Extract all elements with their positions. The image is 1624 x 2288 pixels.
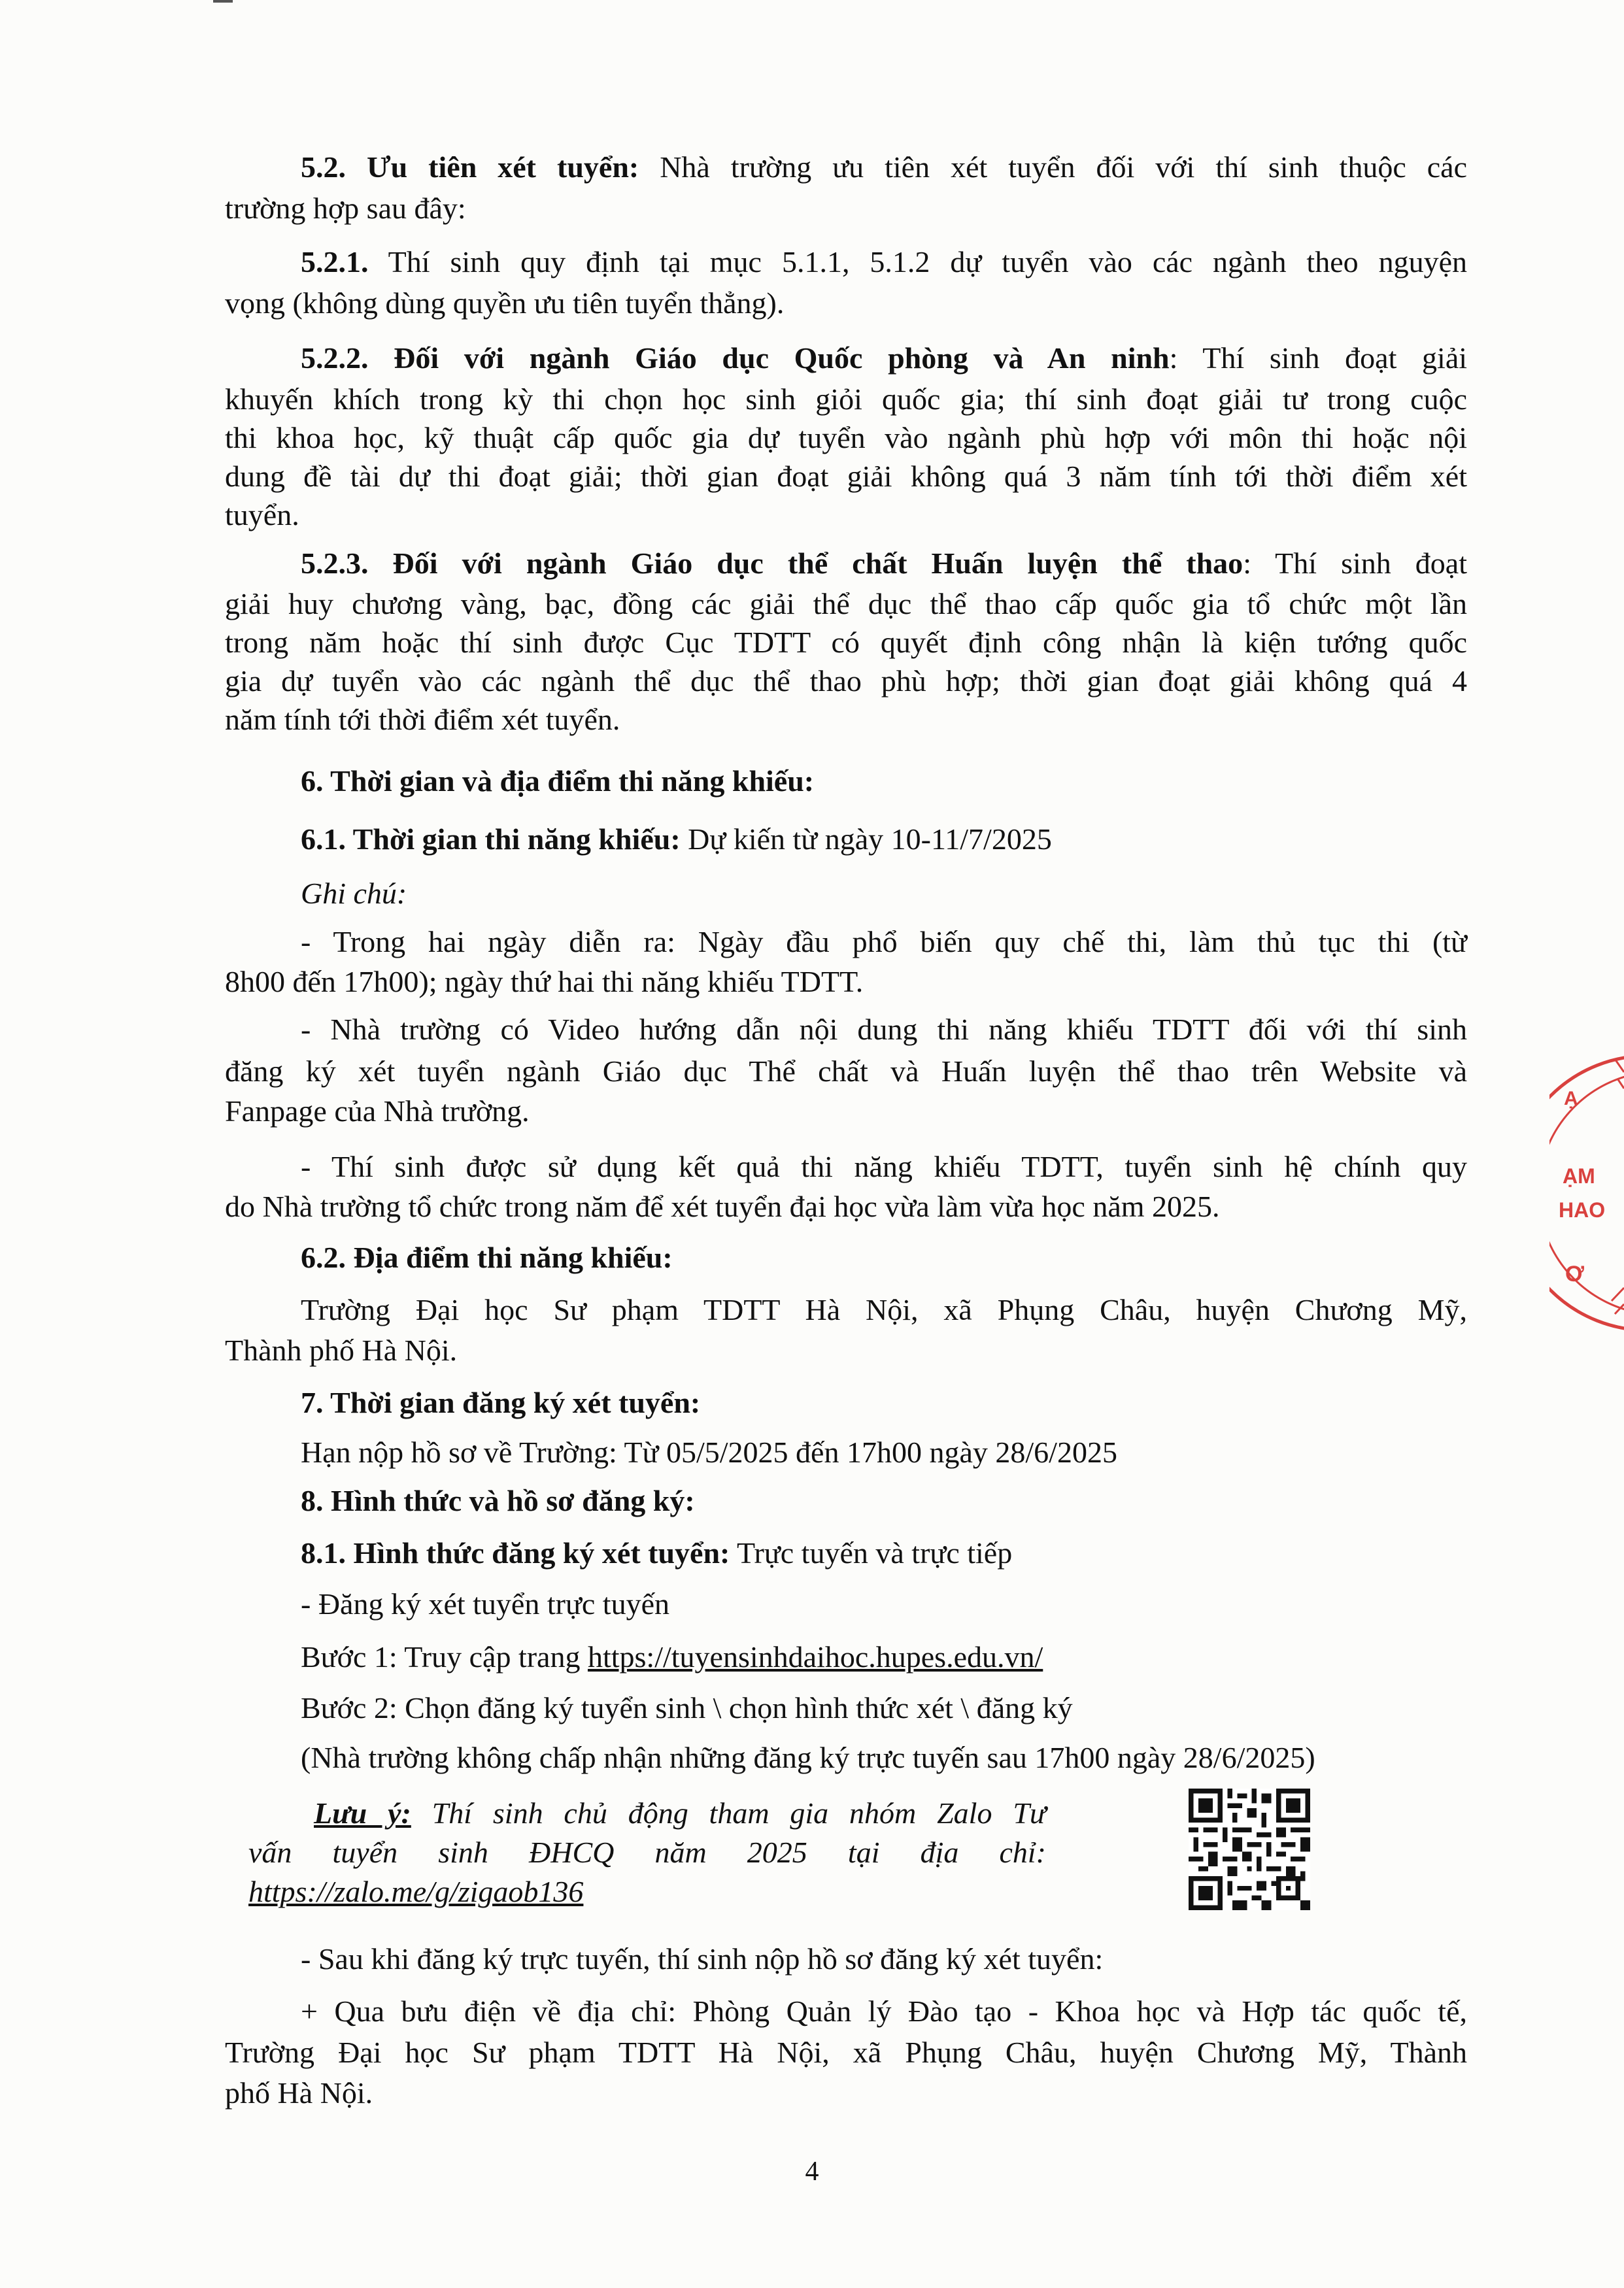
paragraph-line: năm tính tới thời điểm xét tuyển. [225, 703, 620, 736]
paragraph-line: vọng (không dùng quyền ưu tiên tuyển thẳng). [225, 286, 785, 320]
stamp-text: Ạ [1564, 1088, 1578, 1109]
stamp-text: Ơ [1565, 1262, 1585, 1287]
paragraph-text: : Thí sinh đoạt [1243, 547, 1467, 580]
note-text: Thí sinh chủ động tham gia nhóm Zalo Tư [411, 1796, 1046, 1830]
section-heading: 6.1. Thời gian thi năng khiếu: [301, 822, 681, 856]
paragraph-line: do Nhà trường tổ chức trong năm để xét tuyển đại học vừa làm vừa học năm 2025. [225, 1190, 1220, 1223]
stamp-text: HAO [1559, 1198, 1606, 1222]
paragraph-line: Thành phố Hà Nội. [225, 1334, 458, 1367]
paragraph-line [301, 243, 1467, 281]
paragraph-line: - Thí sinh được sử dụng kết quả thi năng khiếu TDTT, tuyển sinh hệ chính quy [301, 1150, 1467, 1183]
paragraph-line: gia dự tuyển vào các ngành thể dục thể thao phù hợp; thời gian đoạt giải không quá 4 [225, 664, 1467, 698]
paragraph-text: : Thí sinh đoạt giải [1169, 341, 1468, 375]
section-heading: 8.1. Hình thức đăng ký xét tuyển: [301, 1536, 730, 1570]
note-label: Ghi chú: [301, 877, 407, 910]
note-line [314, 1794, 1046, 1832]
section-heading: 5.2.3. Đối với ngành Giáo dục thể chất Huấn luyện thể thao [301, 547, 1243, 580]
paragraph-line: phố Hà Nội. [225, 2076, 373, 2110]
paragraph-line: Fanpage của Nhà trường. [225, 1094, 530, 1128]
section-heading: 5.2.2. Đối với ngành Giáo dục Quốc phòng và An ninh [301, 341, 1170, 375]
stamp-text: ẠM [1563, 1164, 1595, 1188]
note-label: Lưu ý: [314, 1796, 411, 1830]
section-heading: 6.2. Địa điểm thi năng khiếu: [301, 1241, 673, 1274]
paragraph-line: - Nhà trường có Video hướng dẫn nội dung thi năng khiếu TDTT đối với thí sinh [301, 1013, 1467, 1046]
page-number: 4 [805, 2157, 819, 2187]
paragraph-line: khuyến khích trong kỳ thi chọn học sinh giỏi quốc gia; thí sinh đoạt giải tư trong cuộc [225, 382, 1467, 416]
paragraph-line: + Qua bưu điện về địa chỉ: Phòng Quản lý Đào tạo - Khoa học và Hợp tác quốc tế, [301, 1994, 1467, 2028]
section-heading: 5.2.1. [301, 245, 369, 278]
paragraph-line: giải huy chương vàng, bạc, đồng các giải thể dục thể thao cấp quốc gia tổ chức một lần [225, 587, 1467, 620]
paragraph-text: Nhà trường ưu tiên xét tuyển đối với thí sinh thuộc các [639, 150, 1467, 184]
paragraph-line: - Đăng ký xét tuyển trực tuyến [301, 1587, 669, 1621]
scan-mark [213, 0, 233, 3]
paragraph-line: Trường Đại học Sư phạm TDTT Hà Nội, xã Phụng Châu, huyện Chương Mỹ, Thành [225, 2036, 1467, 2069]
paragraph-text: Dự kiến từ ngày 10-11/7/2025 [680, 822, 1052, 856]
paragraph-line: 8h00 đến 17h00); ngày thứ hai thi năng khiếu TDTT. [225, 965, 864, 998]
paragraph-line: thi khoa học, kỹ thuật cấp quốc gia dự tuyển vào ngành phù hợp với môn thi hoặc nội [225, 421, 1467, 454]
paragraph-line: đăng ký xét tuyển ngành Giáo dục Thể chất và Huấn luyện thể thao trên Website và [225, 1054, 1467, 1088]
paragraph-line [301, 1534, 1467, 1572]
paragraph-line [301, 1638, 1467, 1676]
paragraph-line: - Sau khi đăng ký trực tuyến, thí sinh nộp hồ sơ đăng ký xét tuyển: [301, 1942, 1104, 1976]
section-heading: 5.2. Ưu tiên xét tuyển: [301, 150, 639, 184]
paragraph-line: Bước 2: Chọn đăng ký tuyển sinh \ chọn hình thức xét \ đăng ký [301, 1691, 1073, 1724]
paragraph-line [301, 339, 1467, 377]
official-stamp [1549, 1052, 1624, 1334]
registration-link[interactable]: https://tuyensinhdaihoc.hupes.edu.vn/ [587, 1640, 1043, 1674]
zalo-link[interactable]: https://zalo.me/g/zigaob136 [248, 1875, 584, 1908]
note-line: vấn tuyển sinh ĐHCQ năm 2025 tại địa chỉ: [248, 1836, 1046, 1869]
section-heading: 8. Hình thức và hồ sơ đăng ký: [301, 1484, 695, 1517]
paragraph-line: (Nhà trường không chấp nhận những đăng ký trực tuyến sau 17h00 ngày 28/6/2025) [301, 1741, 1315, 1774]
paragraph-text: Bước 1: Truy cập trang [301, 1640, 588, 1674]
paragraph-line [301, 820, 1467, 858]
paragraph-line: Hạn nộp hồ sơ về Trường: Từ 05/5/2025 đến 17h00 ngày 28/6/2025 [301, 1436, 1117, 1469]
paragraph-line: dung đề tài dự thi đoạt giải; thời gian đoạt giải không quá 3 năm tính tới thời điểm xét [225, 460, 1467, 493]
paragraph-text: Thí sinh quy định tại mục 5.1.1, 5.1.2 dự tuyển vào các ngành theo nguyện [368, 245, 1467, 278]
paragraph-line: trong năm hoặc thí sinh được Cục TDTT có quyết định công nhận là kiện tướng quốc [225, 626, 1467, 659]
section-heading: 7. Thời gian đăng ký xét tuyển: [301, 1386, 701, 1419]
paragraph-line: tuyển. [225, 498, 299, 531]
paragraph-line: - Trong hai ngày diễn ra: Ngày đầu phổ biến quy chế thi, làm thủ tục thi (từ [301, 925, 1467, 958]
paragraph-line: Trường Đại học Sư phạm TDTT Hà Nội, xã Phụng Châu, huyện Chương Mỹ, [301, 1293, 1467, 1326]
qr-code-icon[interactable] [1189, 1789, 1310, 1910]
paragraph-text: Trực tuyến và trực tiếp [730, 1536, 1013, 1570]
section-heading: 6. Thời gian và địa điểm thi năng khiếu: [301, 764, 815, 798]
paragraph-line [301, 545, 1467, 582]
paragraph-line [301, 148, 1467, 186]
paragraph-line: trường hợp sau đây: [225, 192, 466, 225]
